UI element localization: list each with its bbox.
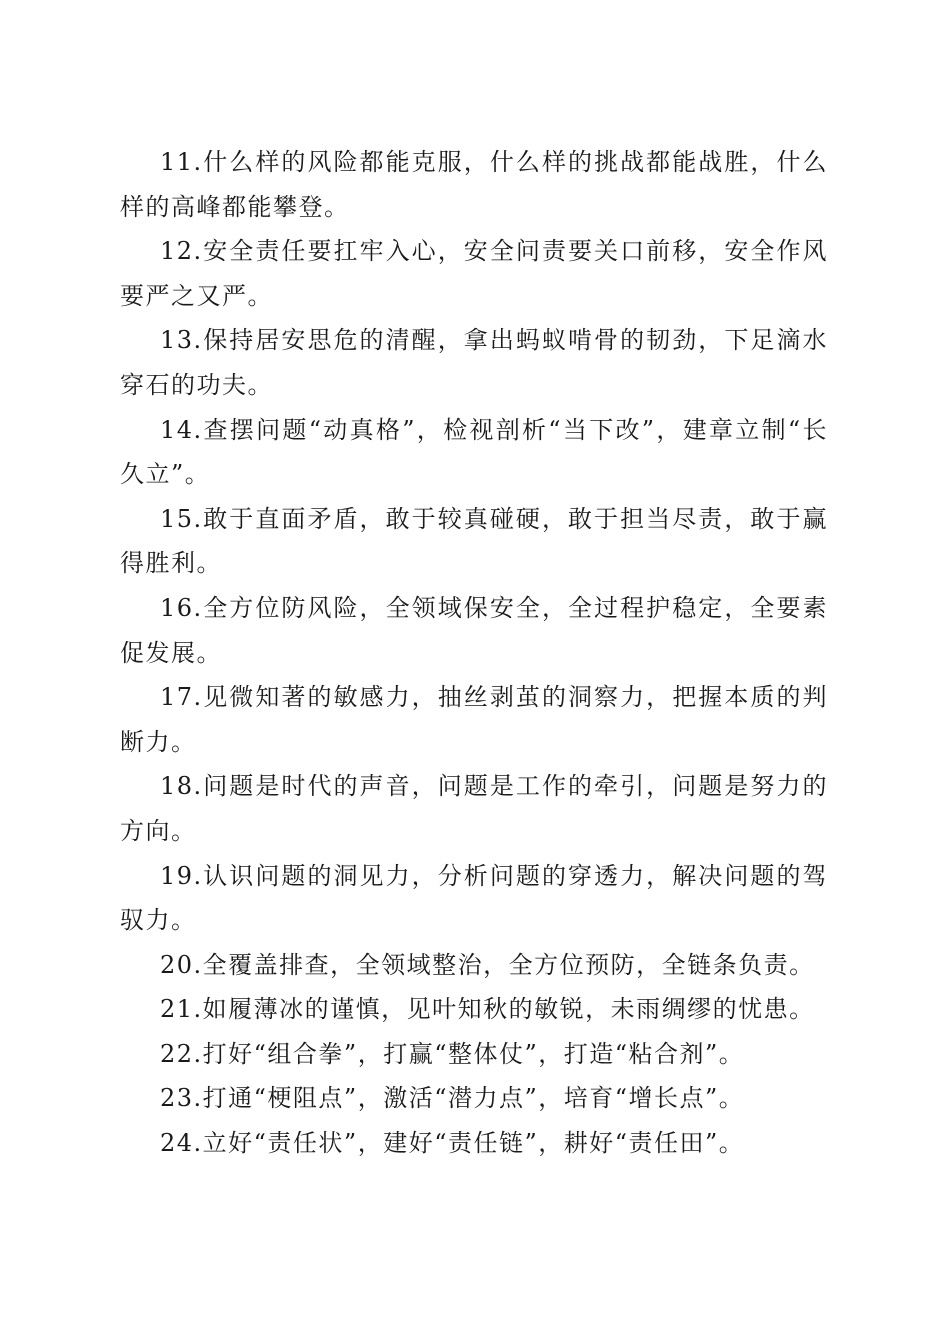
list-item: 11.什么样的风险都能克服，什么样的挑战都能战胜，什么样的高峰都能攀登。 bbox=[120, 148, 828, 221]
list-item: 13.保持居安思危的清醒，拿出蚂蚁啃骨的韧劲，下足滴水穿石的功夫。 bbox=[120, 326, 828, 399]
document-body bbox=[120, 140, 828, 1166]
list-item: 23.打通“梗阻点”，激活“潜力点”，培育“增长点”。 bbox=[160, 1084, 745, 1113]
list-item: 18.问题是时代的声音，问题是工作的牵引，问题是努力的方向。 bbox=[120, 772, 828, 845]
list-item: 15.敢于直面矛盾，敢于较真碰硬，敢于担当尽责，敢于赢得胜利。 bbox=[120, 504, 828, 578]
list-item: 17.见微知著的敏感力，抽丝剥茧的洞察力，把握本质的判断力。 bbox=[120, 683, 828, 756]
list-item: 19.认识问题的洞见力，分析问题的穿透力，解决问题的驾驭力。 bbox=[120, 861, 828, 935]
list-item: 24.立好“责任状”，建好“责任链”，耕好“责任田”。 bbox=[160, 1129, 745, 1158]
list-item: 22.打好“组合拳”，打赢“整体仗”，打造“粘合剂”。 bbox=[160, 1039, 745, 1068]
list-item: 20.全覆盖排查，全领域整治，全方位预防，全链条负责。 bbox=[160, 950, 815, 979]
list-item: 14.查摆问题“动真格”，检视剖析“当下改”，建章立制“长久立”。 bbox=[120, 415, 828, 489]
list-item: 16.全方位防风险，全领域保安全，全过程护稳定，全要素促发展。 bbox=[120, 593, 828, 667]
list-item: 21.如履薄冰的谨慎，见叶知秋的敏锐，未雨绸缪的忧患。 bbox=[160, 995, 815, 1024]
list-item: 12.安全责任要扛牢入心，安全问责要关口前移，安全作风要严之又严。 bbox=[120, 237, 828, 310]
